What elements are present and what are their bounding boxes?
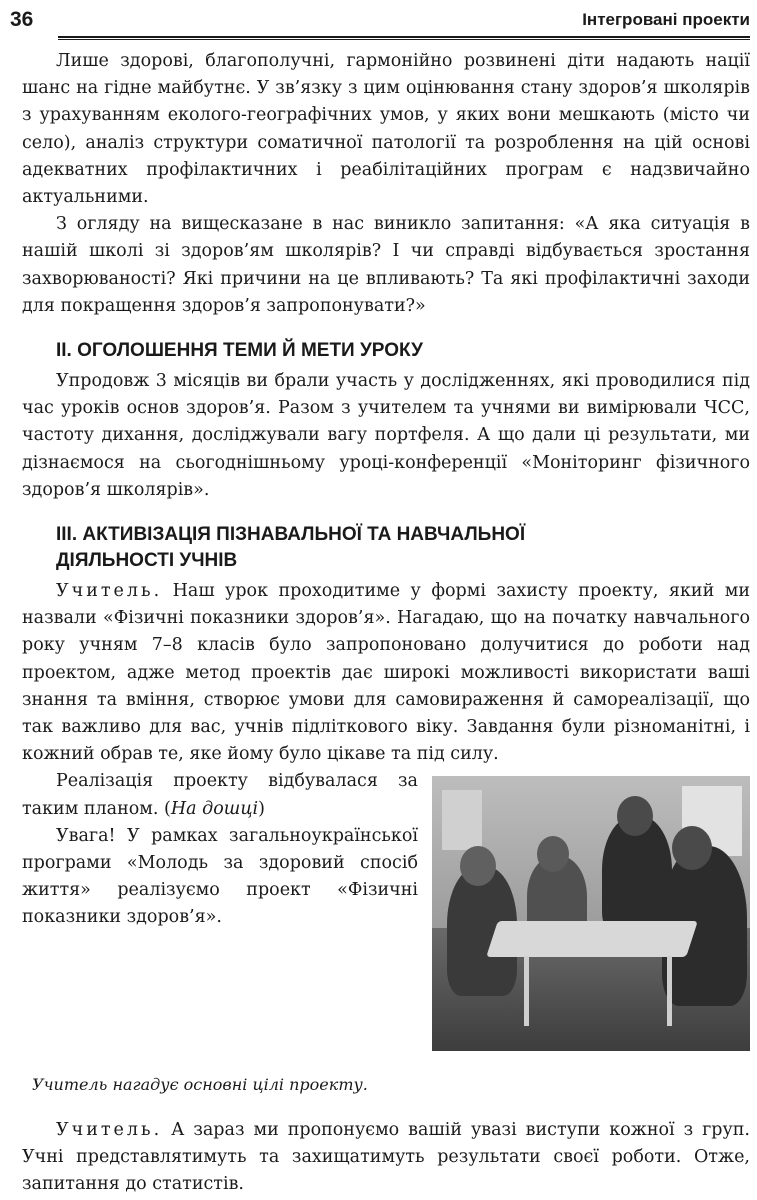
section-3-heading-line-1: III. АКТИВІЗАЦІЯ ПІЗНАВАЛЬНОЇ ТА НАВЧАЛЬНОЇ [56, 524, 526, 546]
photo-table-leg [667, 956, 672, 1026]
teacher-speech-1 [22, 578, 750, 768]
page-header [10, 8, 750, 42]
intro-paragraph-1: Лише здорові, благополучні, гармонійно розвинені діти надають нації шанс на гідне майбутнє. У зв’язку з цим оцінювання стану здоров’я школярів з урахуванням еколого-географічних умов, у яких вони мешкають (місто чи село), аналіз структури соматичної патології та розроблення на цій основі адекватних профілактичних і реабілітаційних програм є надзвичайно актуальними. [22, 51, 750, 208]
attention-paragraph: Увага! У рамках загальноукраїнської програми «Молодь за здоровий спосіб життя» реалізуємо проект «Фізичні показники здоров’я». [22, 825, 418, 928]
page-number: 36 [10, 8, 34, 31]
plan-italic: На дошці [170, 798, 259, 819]
section-3-heading-line-2: ДІЯЛЬНОСТІ УЧНІВ [56, 550, 238, 572]
section-2-paragraph: Упродовж 3 місяців ви брали участь у дослідженнях, які проводилися під час уроків основ здоров’я. Разом з учителем та учнями ви вимірювали ЧСС, частоту дихання, досліджували вагу портфеля. А що дали ці результати, ми дізнаємося на сьогоднішньому уроці-конференції «Моніторинг фізичного здоров’я школярів». [22, 371, 750, 500]
classroom-photo [432, 776, 750, 1051]
intro-paragraph-2: З огляду на вищесказане в нас виникло запитання: «А яка ситуація в нашій школі зі здоров’ям школярів? І чи справді відбувається зростання захворюваності? Які причини на це впливають? Та які профілактичні заходи для покращення здоров’я запропонувати?» [22, 214, 750, 316]
section-2-heading: II. ОГОЛОШЕННЯ ТЕМИ Й МЕТИ УРОКУ [56, 340, 423, 362]
speaker-label-2: Учитель. [56, 1119, 163, 1140]
speaker-label: Учитель. [56, 581, 163, 602]
photo-table [486, 921, 698, 957]
teacher-speech-2 [22, 1117, 750, 1199]
photo-window-left [442, 790, 482, 850]
teacher-speech-2-text: А зараз ми пропонуємо вашій увазі виступи кожної з груп. Учні представлятимуть та захищатимуть результати своєї роботи. Отже, запитання до статистів. [22, 1119, 750, 1195]
header-rule [58, 36, 750, 40]
photo-table-leg [524, 956, 529, 1026]
plan-text: Реалізація проекту відбувалася за таким планом. ( [22, 771, 418, 819]
stage-direction: Учитель нагадує основні цілі проекту. [32, 1075, 368, 1095]
plan-text-end: ) [258, 798, 265, 819]
page-content [22, 48, 750, 1198]
running-title: Інтегровані проекти [582, 10, 750, 29]
teacher-speech-1-text: Наш урок проходитиме у формі захисту проекту, який ми назвали «Фізичні показники здоров’я». Нагадаю, що на початку навчального року учням 7–8 класів було запропоновано долучитися до роботи над проектом, адже метод проектів дає широкі можливості використати ваші знання та вміння, створює умови для самовираження й самореалізації, що так важливо для вас, учнів підліткового віку. Завдання були різноманітні, і кожний обрав те, яке йому було цікаве та під силу. [22, 581, 750, 765]
section-3-heading [22, 522, 750, 574]
